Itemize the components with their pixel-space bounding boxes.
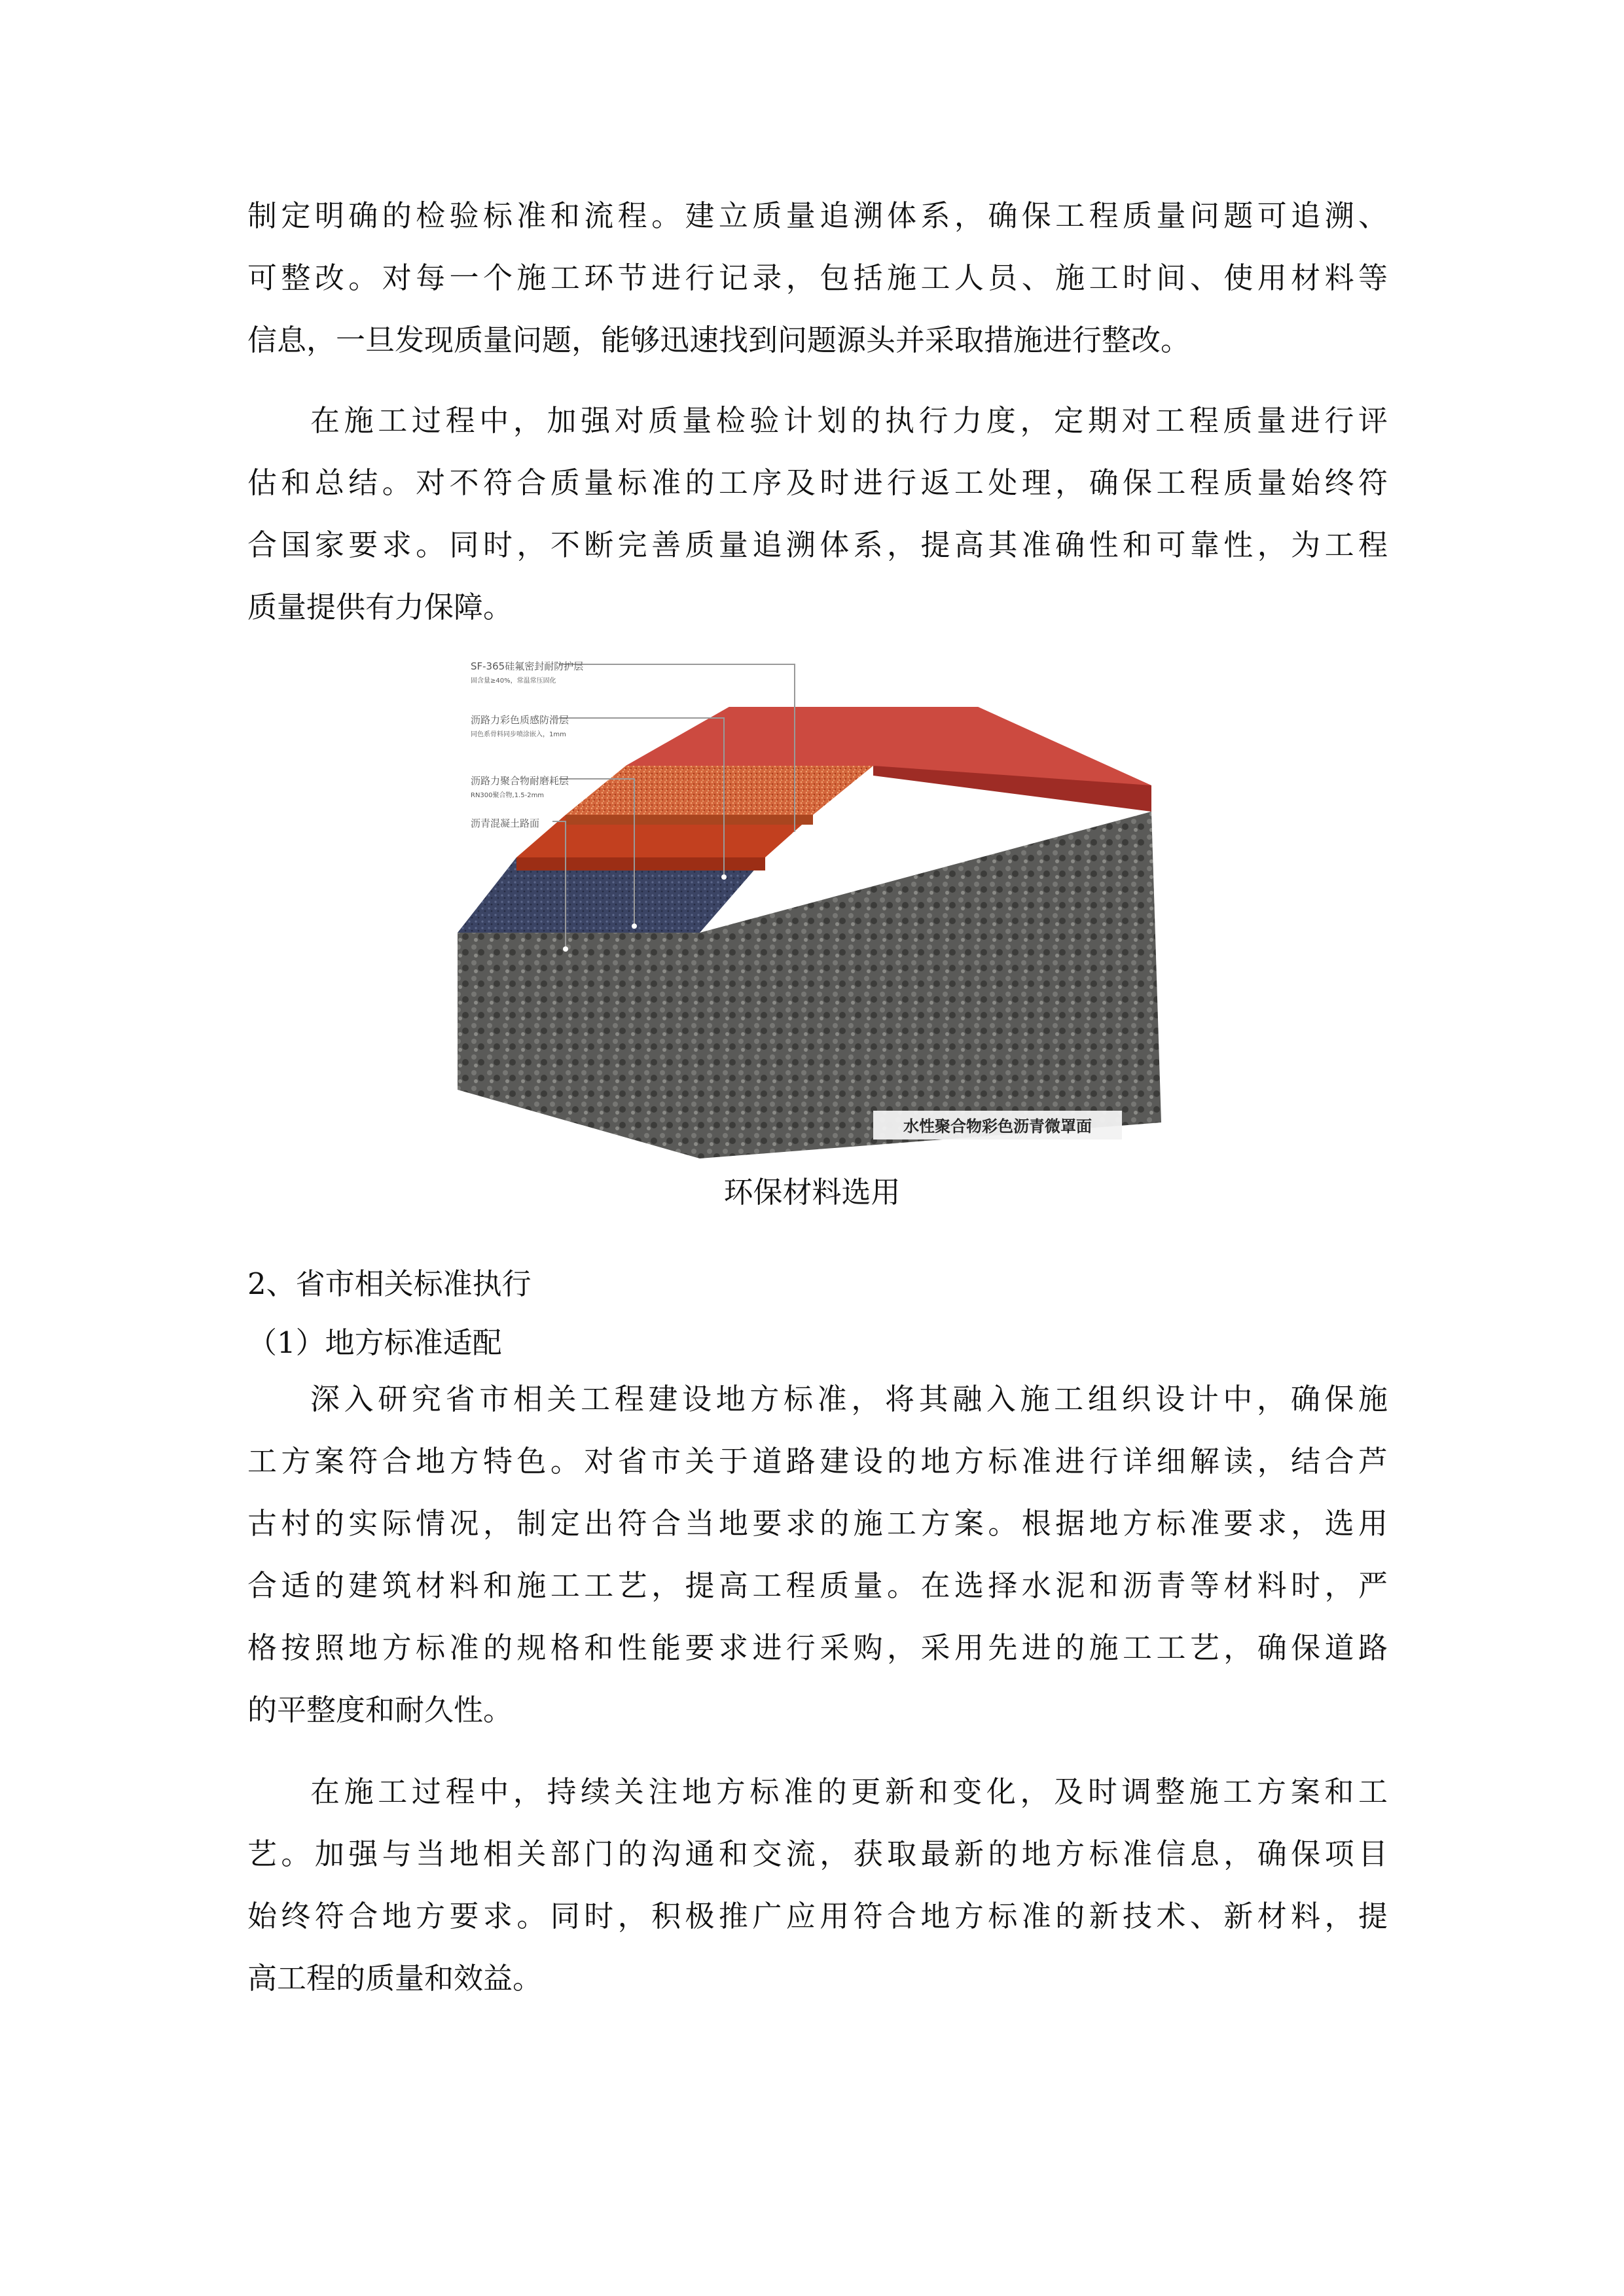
text-line: 质量提供有力保障。 (247, 590, 513, 624)
text-line: 古村的实际情况，制定出符合当地要求的施工方案。根据地方标准要求，选用 (247, 1506, 1388, 1541)
text-line: 在施工过程中，加强对质量检验计划的执行力度，定期对工程质量进行评 (310, 403, 1388, 438)
text-line: 合国家要求。同时，不断完善质量追溯体系，提高其准确性和可靠性，为工程 (247, 528, 1388, 562)
text-line: 估和总结。对不符合质量标准的工序及时进行返工处理，确保工程质量始终符 (247, 465, 1388, 500)
section-heading: 2、省市相关标准执行 (247, 1266, 532, 1301)
text-line: 工方案符合地方特色。对省市关于道路建设的地方标准进行详细解读，结合芦 (247, 1444, 1388, 1479)
layer-note: 同色系骨料同步喷涂嵌入，1mm (471, 731, 566, 738)
text-line: 信息，一旦发现质量问题，能够迅速找到问题源头并采取措施进行整改。 (247, 323, 1191, 357)
text-line: 的平整度和耐久性。 (247, 1693, 513, 1727)
text-line: 合适的建筑材料和施工工艺，提高工程质量。在选择水泥和沥青等材料时，严 (247, 1568, 1388, 1603)
text-line: 高工程的质量和效益。 (247, 1961, 543, 1996)
paragraph-standards-updates (247, 1761, 1388, 2009)
text-line: 制定明确的检验标准和流程。建立质量追溯体系，确保工程质量问题可追溯、 (247, 198, 1388, 233)
layer-note: 固含量≥40%，常温常压固化 (471, 677, 556, 685)
paragraph-quality-trace (247, 185, 1388, 371)
text-line: 艺。加强与当地相关部门的沟通和交流，获取最新的地方标准信息，确保项目 (247, 1837, 1388, 1871)
pavement-layer-illustration (454, 645, 1173, 1162)
text-line: 在施工过程中，持续关注地方标准的更新和变化，及时调整施工方案和工 (310, 1774, 1388, 1809)
pavement-layer-figure (454, 645, 1173, 1162)
text-line: 格按照地方标准的规格和性能要求进行采购，采用先进的施工工艺，确保道路 (247, 1630, 1388, 1665)
subsection-heading: （1）地方标准适配 (247, 1325, 502, 1360)
text-line: 始终符合地方要求。同时，积极推广应用符合地方标准的新技术、新材料，提 (247, 1899, 1388, 1933)
layer-label: SF-365硅氟密封耐防护层 (471, 660, 584, 672)
layer-label: 沥路力彩色质感防滑层 (471, 714, 569, 726)
text-line: 深入研究省市相关工程建设地方标准，将其融入施工组织设计中，确保施 (310, 1382, 1388, 1416)
layer-label: 沥路力聚合物耐磨耗层 (471, 775, 569, 787)
figure-caption: 环保材料选用 (723, 1175, 901, 1210)
layer-label: 沥青混凝土路面 (471, 817, 540, 829)
layer-note: RN300聚合物,1.5-2mm (471, 792, 545, 799)
paragraph-quality-inspection (247, 389, 1388, 638)
paragraph-local-standards (247, 1368, 1388, 1741)
figure-watermark: 水性聚合物彩色沥青微罩面 (903, 1117, 1092, 1136)
text-line: 可整改。对每一个施工环节进行记录，包括施工人员、施工时间、使用材料等 (247, 260, 1388, 295)
